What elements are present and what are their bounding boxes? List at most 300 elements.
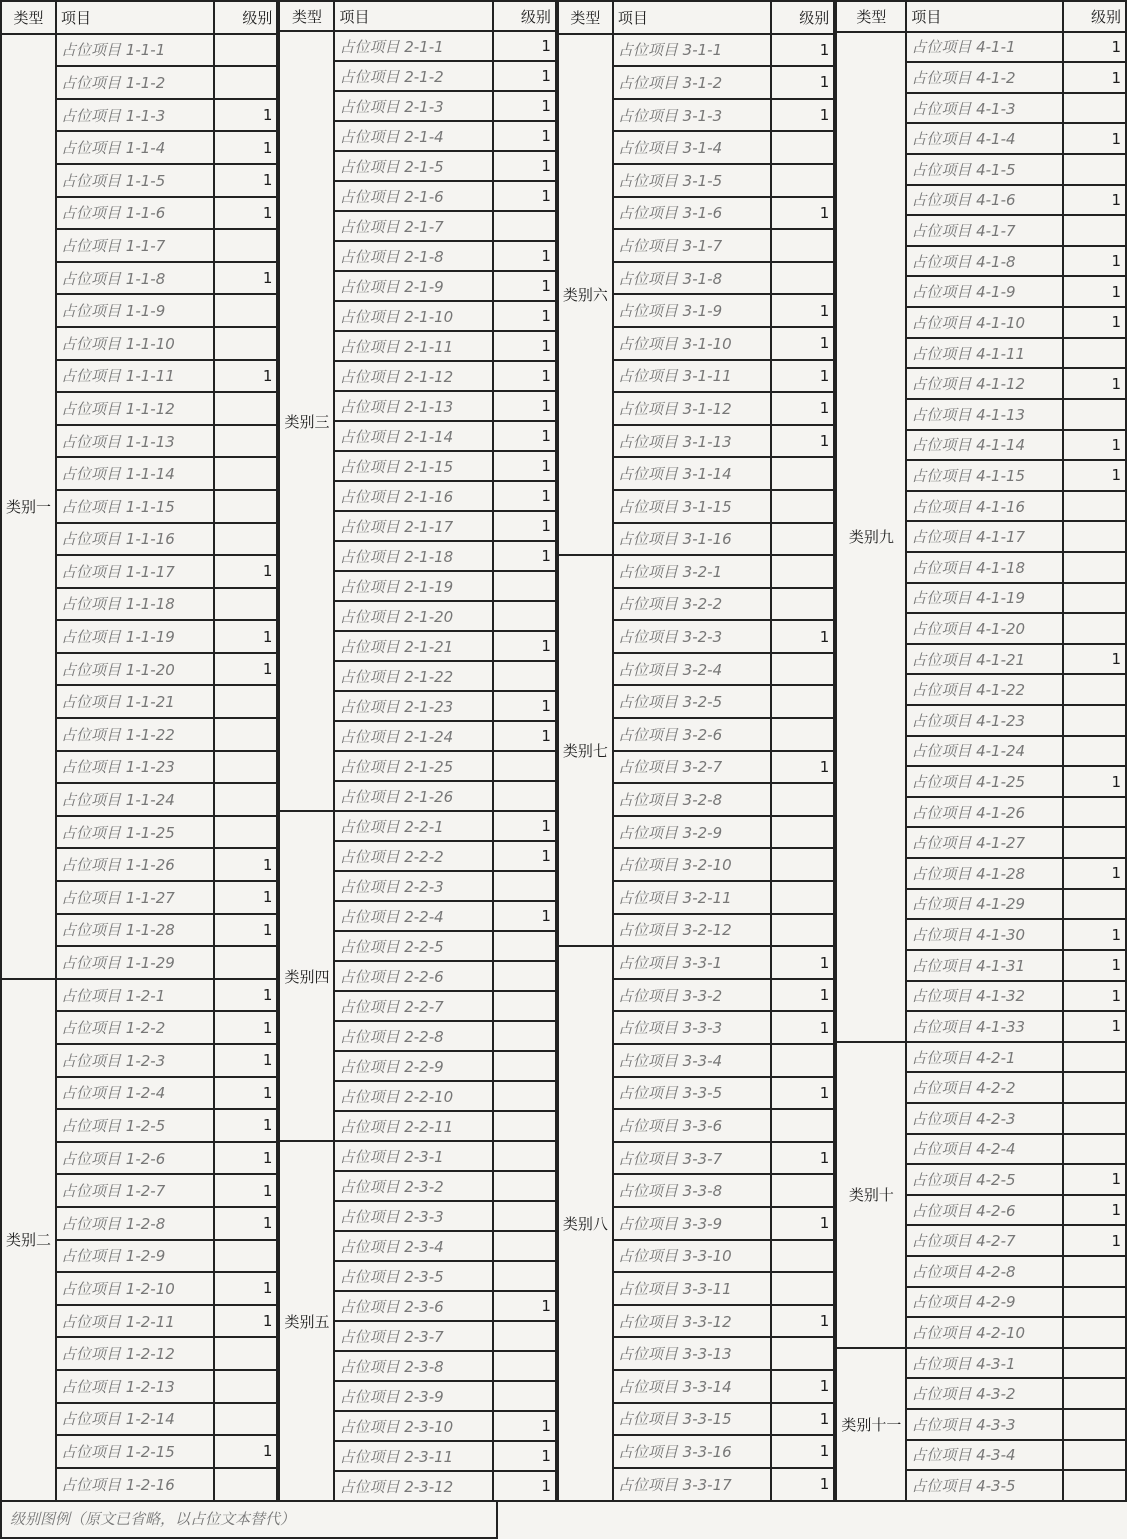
level-cell xyxy=(771,1272,834,1305)
level-cell xyxy=(214,946,277,979)
level-cell xyxy=(214,66,277,99)
level-cell xyxy=(771,1044,834,1077)
level-cell: 1 xyxy=(771,1207,834,1240)
item-cell: 占位项目 4-1-19 xyxy=(906,583,1063,614)
level-cell xyxy=(1063,827,1126,858)
level-cell: 1 xyxy=(214,848,277,881)
level-cell xyxy=(1063,154,1126,185)
level-cell xyxy=(1063,338,1126,369)
level-cell: 1 xyxy=(214,1174,277,1207)
item-cell: 占位项目 2-3-9 xyxy=(334,1381,492,1411)
level-cell xyxy=(214,816,277,849)
item-cell: 占位项目 4-2-3 xyxy=(906,1103,1063,1134)
level-cell: 1 xyxy=(771,425,834,458)
level-cell xyxy=(493,1081,556,1111)
item-cell: 占位项目 3-2-11 xyxy=(613,881,771,914)
item-cell: 占位项目 3-3-2 xyxy=(613,979,771,1012)
item-cell: 占位项目 3-2-3 xyxy=(613,620,771,653)
level-cell: 1 xyxy=(493,721,556,751)
item-cell: 占位项目 3-3-15 xyxy=(613,1403,771,1436)
level-cell xyxy=(493,211,556,241)
item-cell: 占位项目 1-1-16 xyxy=(56,523,214,556)
item-cell: 占位项目 2-1-10 xyxy=(334,301,492,331)
item-cell: 占位项目 4-1-14 xyxy=(906,430,1063,461)
level-cell xyxy=(214,1468,277,1501)
header-type: 类型 xyxy=(836,1,906,32)
item-cell: 占位项目 2-2-6 xyxy=(334,961,492,991)
item-cell: 占位项目 1-1-10 xyxy=(56,327,214,360)
level-cell xyxy=(1063,399,1126,430)
item-cell: 占位项目 2-1-14 xyxy=(334,421,492,451)
item-cell: 占位项目 2-2-5 xyxy=(334,931,492,961)
item-cell: 占位项目 3-3-9 xyxy=(613,1207,771,1240)
item-cell: 占位项目 4-1-11 xyxy=(906,338,1063,369)
level-cell: 1 xyxy=(771,979,834,1012)
level-cell xyxy=(771,555,834,588)
item-cell: 占位项目 3-2-10 xyxy=(613,848,771,881)
level-cell: 1 xyxy=(493,301,556,331)
level-cell: 1 xyxy=(493,1291,556,1321)
item-cell: 占位项目 4-1-17 xyxy=(906,521,1063,552)
level-cell: 1 xyxy=(1063,123,1126,154)
level-cell: 1 xyxy=(1063,1225,1126,1256)
level-cell: 1 xyxy=(771,1077,834,1110)
item-cell: 占位项目 4-1-27 xyxy=(906,827,1063,858)
item-cell: 占位项目 4-2-5 xyxy=(906,1164,1063,1195)
level-cell: 1 xyxy=(771,197,834,230)
level-cell: 1 xyxy=(771,360,834,393)
item-cell: 占位项目 2-3-1 xyxy=(334,1141,492,1171)
level-cell: 1 xyxy=(214,1142,277,1175)
level-cell: 1 xyxy=(771,294,834,327)
level-cell xyxy=(771,881,834,914)
level-cell: 1 xyxy=(771,946,834,979)
item-cell: 占位项目 2-1-23 xyxy=(334,691,492,721)
table-row xyxy=(558,946,834,979)
header-type: 类型 xyxy=(558,1,613,34)
level-cell: 1 xyxy=(493,331,556,361)
item-cell: 占位项目 4-1-31 xyxy=(906,950,1063,981)
item-cell: 占位项目 3-1-6 xyxy=(613,197,771,230)
item-cell: 占位项目 2-1-4 xyxy=(334,121,492,151)
level-cell xyxy=(771,1174,834,1207)
level-cell: 1 xyxy=(771,1011,834,1044)
item-cell: 占位项目 3-3-11 xyxy=(613,1272,771,1305)
item-cell: 占位项目 3-3-4 xyxy=(613,1044,771,1077)
table-row xyxy=(558,34,834,67)
item-cell: 占位项目 3-1-5 xyxy=(613,164,771,197)
header-type: 类型 xyxy=(279,1,334,31)
level-cell xyxy=(214,783,277,816)
item-cell: 占位项目 2-1-7 xyxy=(334,211,492,241)
item-cell: 占位项目 1-2-15 xyxy=(56,1435,214,1468)
item-cell: 占位项目 4-1-21 xyxy=(906,644,1063,675)
level-cell: 1 xyxy=(493,691,556,721)
level-cell: 1 xyxy=(493,901,556,931)
level-cell: 1 xyxy=(771,1435,834,1468)
item-cell: 占位项目 1-1-23 xyxy=(56,751,214,784)
level-cell xyxy=(1063,583,1126,614)
level-cell xyxy=(771,653,834,686)
item-cell: 占位项目 2-2-4 xyxy=(334,901,492,931)
item-cell: 占位项目 1-1-28 xyxy=(56,914,214,947)
item-cell: 占位项目 4-2-8 xyxy=(906,1256,1063,1287)
category-cell: 类别七 xyxy=(558,555,613,946)
item-cell: 占位项目 4-3-2 xyxy=(906,1378,1063,1409)
level-cell: 1 xyxy=(493,1471,556,1501)
level-cell: 1 xyxy=(1063,1195,1126,1226)
item-cell: 占位项目 3-1-1 xyxy=(613,34,771,67)
item-cell: 占位项目 4-1-20 xyxy=(906,613,1063,644)
item-cell: 占位项目 3-1-13 xyxy=(613,425,771,458)
level-cell: 1 xyxy=(214,1272,277,1305)
header-item: 项目 xyxy=(56,1,214,34)
item-cell: 占位项目 1-1-22 xyxy=(56,718,214,751)
level-cell: 1 xyxy=(493,181,556,211)
item-cell: 占位项目 1-1-15 xyxy=(56,490,214,523)
item-cell: 占位项目 2-2-3 xyxy=(334,871,492,901)
level-cell xyxy=(214,327,277,360)
category-cell: 类别五 xyxy=(279,1141,334,1501)
level-cell: 1 xyxy=(771,99,834,132)
item-cell: 占位项目 4-1-3 xyxy=(906,93,1063,124)
item-cell: 占位项目 1-1-12 xyxy=(56,392,214,425)
item-cell: 占位项目 1-1-25 xyxy=(56,816,214,849)
category-cell: 类别九 xyxy=(836,32,906,1042)
item-cell: 占位项目 3-1-4 xyxy=(613,131,771,164)
item-cell: 占位项目 4-3-1 xyxy=(906,1348,1063,1379)
header-level: 级别 xyxy=(214,1,277,34)
item-cell: 占位项目 2-1-17 xyxy=(334,511,492,541)
item-cell: 占位项目 2-3-7 xyxy=(334,1321,492,1351)
category-cell: 类别六 xyxy=(558,34,613,556)
item-cell: 占位项目 1-1-5 xyxy=(56,164,214,197)
item-cell: 占位项目 3-2-7 xyxy=(613,751,771,784)
level-cell xyxy=(1063,705,1126,736)
category-cell: 类别八 xyxy=(558,946,613,1501)
level-cell xyxy=(771,457,834,490)
level-cell: 1 xyxy=(1063,246,1126,277)
level-cell xyxy=(214,685,277,718)
level-cell: 1 xyxy=(214,653,277,686)
item-cell: 占位项目 3-2-2 xyxy=(613,588,771,621)
level-cell xyxy=(493,1261,556,1291)
item-cell: 占位项目 2-1-5 xyxy=(334,151,492,181)
item-cell: 占位项目 4-2-6 xyxy=(906,1195,1063,1226)
level-cell: 1 xyxy=(214,1435,277,1468)
item-cell: 占位项目 1-2-11 xyxy=(56,1305,214,1338)
item-cell: 占位项目 2-1-21 xyxy=(334,631,492,661)
item-cell: 占位项目 2-1-25 xyxy=(334,751,492,781)
level-cell: 1 xyxy=(214,555,277,588)
item-cell: 占位项目 3-1-9 xyxy=(613,294,771,327)
level-cell xyxy=(1063,1470,1126,1501)
item-cell: 占位项目 2-2-9 xyxy=(334,1051,492,1081)
level-cell: 1 xyxy=(771,751,834,784)
level-cell: 1 xyxy=(493,451,556,481)
level-cell xyxy=(771,914,834,947)
item-cell: 占位项目 2-1-9 xyxy=(334,271,492,301)
item-cell: 占位项目 2-1-24 xyxy=(334,721,492,751)
item-cell: 占位项目 1-1-11 xyxy=(56,360,214,393)
item-cell: 占位项目 1-1-24 xyxy=(56,783,214,816)
level-cell xyxy=(214,523,277,556)
level-cell: 1 xyxy=(493,811,556,841)
level-cell xyxy=(493,1171,556,1201)
level-cell xyxy=(493,1231,556,1261)
level-cell: 1 xyxy=(1063,950,1126,981)
checklist-table-group-1 xyxy=(0,0,278,1502)
level-cell: 1 xyxy=(771,66,834,99)
level-cell xyxy=(214,425,277,458)
level-cell xyxy=(771,490,834,523)
level-cell xyxy=(493,661,556,691)
level-cell xyxy=(493,1321,556,1351)
level-cell xyxy=(1063,797,1126,828)
level-cell: 1 xyxy=(771,620,834,653)
item-cell: 占位项目 2-3-3 xyxy=(334,1201,492,1231)
item-cell: 占位项目 2-1-2 xyxy=(334,61,492,91)
level-cell xyxy=(214,751,277,784)
level-cell xyxy=(771,588,834,621)
item-cell: 占位项目 4-1-30 xyxy=(906,919,1063,950)
level-cell xyxy=(771,164,834,197)
level-cell xyxy=(214,1403,277,1436)
level-cell: 1 xyxy=(771,1142,834,1175)
level-cell: 1 xyxy=(214,881,277,914)
item-cell: 占位项目 3-2-5 xyxy=(613,685,771,718)
level-cell: 1 xyxy=(214,979,277,1012)
level-cell: 1 xyxy=(1063,307,1126,338)
item-cell: 占位项目 3-1-7 xyxy=(613,229,771,262)
category-cell: 类别十一 xyxy=(836,1348,906,1501)
item-cell: 占位项目 3-1-14 xyxy=(613,457,771,490)
level-cell: 1 xyxy=(493,361,556,391)
item-cell: 占位项目 1-1-29 xyxy=(56,946,214,979)
level-cell xyxy=(1063,1072,1126,1103)
level-cell xyxy=(214,490,277,523)
item-cell: 占位项目 4-2-10 xyxy=(906,1317,1063,1348)
item-cell: 占位项目 2-2-1 xyxy=(334,811,492,841)
item-cell: 占位项目 2-1-11 xyxy=(334,331,492,361)
level-cell xyxy=(493,751,556,781)
table-row xyxy=(279,811,555,841)
item-cell: 占位项目 4-1-33 xyxy=(906,1011,1063,1042)
level-cell: 1 xyxy=(1063,185,1126,216)
header-type: 类型 xyxy=(1,1,56,34)
item-cell: 占位项目 3-3-6 xyxy=(613,1109,771,1142)
level-cell: 1 xyxy=(214,1011,277,1044)
item-cell: 占位项目 2-2-8 xyxy=(334,1021,492,1051)
item-cell: 占位项目 3-3-16 xyxy=(613,1435,771,1468)
item-cell: 占位项目 2-2-11 xyxy=(334,1111,492,1141)
level-cell xyxy=(771,1240,834,1273)
level-cell: 1 xyxy=(214,1109,277,1142)
item-cell: 占位项目 1-1-27 xyxy=(56,881,214,914)
level-cell xyxy=(1063,93,1126,124)
level-cell: 1 xyxy=(771,1468,834,1501)
item-cell: 占位项目 3-1-16 xyxy=(613,523,771,556)
level-cell xyxy=(214,34,277,67)
level-cell: 1 xyxy=(1063,981,1126,1012)
item-cell: 占位项目 1-2-4 xyxy=(56,1077,214,1110)
item-cell: 占位项目 3-1-3 xyxy=(613,99,771,132)
level-cell xyxy=(1063,674,1126,705)
item-cell: 占位项目 4-1-24 xyxy=(906,736,1063,767)
level-cell: 1 xyxy=(214,1305,277,1338)
item-cell: 占位项目 3-3-12 xyxy=(613,1305,771,1338)
item-cell: 占位项目 2-1-1 xyxy=(334,31,492,61)
level-cell xyxy=(214,1370,277,1403)
table-row xyxy=(558,555,834,588)
item-cell: 占位项目 2-3-6 xyxy=(334,1291,492,1321)
level-cell xyxy=(214,294,277,327)
item-cell: 占位项目 3-1-11 xyxy=(613,360,771,393)
level-cell: 1 xyxy=(493,91,556,121)
level-cell: 1 xyxy=(771,1370,834,1403)
item-cell: 占位项目 3-3-10 xyxy=(613,1240,771,1273)
level-cell: 1 xyxy=(214,262,277,295)
level-cell xyxy=(1063,889,1126,920)
level-cell: 1 xyxy=(493,631,556,661)
item-cell: 占位项目 1-2-16 xyxy=(56,1468,214,1501)
item-cell: 占位项目 2-1-19 xyxy=(334,571,492,601)
item-cell: 占位项目 1-2-9 xyxy=(56,1240,214,1273)
item-cell: 占位项目 4-1-1 xyxy=(906,32,1063,63)
level-cell: 1 xyxy=(1063,62,1126,93)
item-cell: 占位项目 1-1-6 xyxy=(56,197,214,230)
category-cell: 类别三 xyxy=(279,31,334,811)
item-cell: 占位项目 3-2-9 xyxy=(613,816,771,849)
item-cell: 占位项目 2-3-5 xyxy=(334,1261,492,1291)
level-cell xyxy=(214,392,277,425)
level-cell: 1 xyxy=(493,511,556,541)
item-cell: 占位项目 4-3-5 xyxy=(906,1470,1063,1501)
item-cell: 占位项目 4-1-2 xyxy=(906,62,1063,93)
item-cell: 占位项目 1-2-7 xyxy=(56,1174,214,1207)
level-cell: 1 xyxy=(214,99,277,132)
level-cell xyxy=(214,588,277,621)
item-cell: 占位项目 2-1-3 xyxy=(334,91,492,121)
item-cell: 占位项目 1-1-14 xyxy=(56,457,214,490)
item-cell: 占位项目 3-3-17 xyxy=(613,1468,771,1501)
item-cell: 占位项目 4-2-7 xyxy=(906,1225,1063,1256)
item-cell: 占位项目 1-1-2 xyxy=(56,66,214,99)
level-cell xyxy=(1063,1440,1126,1471)
table-row xyxy=(279,31,555,61)
level-cell xyxy=(771,783,834,816)
category-cell: 类别二 xyxy=(1,979,56,1501)
item-cell: 占位项目 3-2-1 xyxy=(613,555,771,588)
level-cell: 1 xyxy=(493,61,556,91)
level-cell: 1 xyxy=(493,391,556,421)
item-cell: 占位项目 4-3-4 xyxy=(906,1440,1063,1471)
level-cell xyxy=(493,871,556,901)
level-cell: 1 xyxy=(771,392,834,425)
table-row xyxy=(836,1348,1126,1379)
item-cell: 占位项目 2-1-22 xyxy=(334,661,492,691)
level-cell xyxy=(771,262,834,295)
item-cell: 占位项目 4-2-9 xyxy=(906,1287,1063,1318)
level-cell xyxy=(1063,1103,1126,1134)
level-cell: 1 xyxy=(214,914,277,947)
header-level: 级别 xyxy=(1063,1,1126,32)
level-cell: 1 xyxy=(493,31,556,61)
item-cell: 占位项目 3-2-8 xyxy=(613,783,771,816)
level-cell: 1 xyxy=(493,1441,556,1471)
table-row xyxy=(836,32,1126,63)
level-cell xyxy=(771,718,834,751)
item-cell: 占位项目 2-2-10 xyxy=(334,1081,492,1111)
level-cell: 1 xyxy=(1063,460,1126,491)
level-cell xyxy=(214,718,277,751)
item-cell: 占位项目 3-1-12 xyxy=(613,392,771,425)
level-cell xyxy=(493,991,556,1021)
checklist-table-group-4 xyxy=(835,0,1127,1502)
item-cell: 占位项目 2-1-16 xyxy=(334,481,492,511)
level-cell: 1 xyxy=(493,541,556,571)
level-cell xyxy=(493,1141,556,1171)
level-cell xyxy=(493,1351,556,1381)
item-cell: 占位项目 4-1-10 xyxy=(906,307,1063,338)
level-cell: 1 xyxy=(771,1403,834,1436)
level-cell xyxy=(493,571,556,601)
item-cell: 占位项目 2-3-4 xyxy=(334,1231,492,1261)
level-cell xyxy=(771,1337,834,1370)
item-cell: 占位项目 4-1-8 xyxy=(906,246,1063,277)
level-cell xyxy=(493,781,556,811)
level-cell: 1 xyxy=(493,841,556,871)
item-cell: 占位项目 2-1-18 xyxy=(334,541,492,571)
level-cell xyxy=(1063,1409,1126,1440)
level-cell xyxy=(771,131,834,164)
item-cell: 占位项目 4-1-32 xyxy=(906,981,1063,1012)
item-cell: 占位项目 4-1-4 xyxy=(906,123,1063,154)
level-cell: 1 xyxy=(771,1305,834,1338)
level-cell xyxy=(1063,1042,1126,1073)
item-cell: 占位项目 2-3-10 xyxy=(334,1411,492,1441)
item-cell: 占位项目 2-1-6 xyxy=(334,181,492,211)
item-cell: 占位项目 4-1-7 xyxy=(906,215,1063,246)
level-cell: 1 xyxy=(1063,644,1126,675)
level-cell: 1 xyxy=(214,197,277,230)
level-cell xyxy=(771,816,834,849)
level-cell: 1 xyxy=(493,271,556,301)
level-cell: 1 xyxy=(493,481,556,511)
item-cell: 占位项目 1-2-5 xyxy=(56,1109,214,1142)
item-cell: 占位项目 4-2-4 xyxy=(906,1134,1063,1165)
level-cell xyxy=(771,1109,834,1142)
item-cell: 占位项目 4-1-15 xyxy=(906,460,1063,491)
level-cell xyxy=(1063,613,1126,644)
table-row xyxy=(1,979,277,1012)
checklist-table-group-3 xyxy=(557,0,835,1502)
item-cell: 占位项目 4-1-18 xyxy=(906,552,1063,583)
level-cell: 1 xyxy=(1063,368,1126,399)
level-cell xyxy=(1063,1348,1126,1379)
item-cell: 占位项目 3-3-13 xyxy=(613,1337,771,1370)
level-cell xyxy=(1063,215,1126,246)
level-cell: 1 xyxy=(493,1411,556,1441)
level-cell xyxy=(1063,552,1126,583)
table-row xyxy=(279,1141,555,1171)
level-cell xyxy=(1063,1256,1126,1287)
item-cell: 占位项目 3-2-4 xyxy=(613,653,771,686)
item-cell: 占位项目 2-1-26 xyxy=(334,781,492,811)
item-cell: 占位项目 4-1-9 xyxy=(906,276,1063,307)
item-cell: 占位项目 2-3-8 xyxy=(334,1351,492,1381)
item-cell: 占位项目 4-2-1 xyxy=(906,1042,1063,1073)
